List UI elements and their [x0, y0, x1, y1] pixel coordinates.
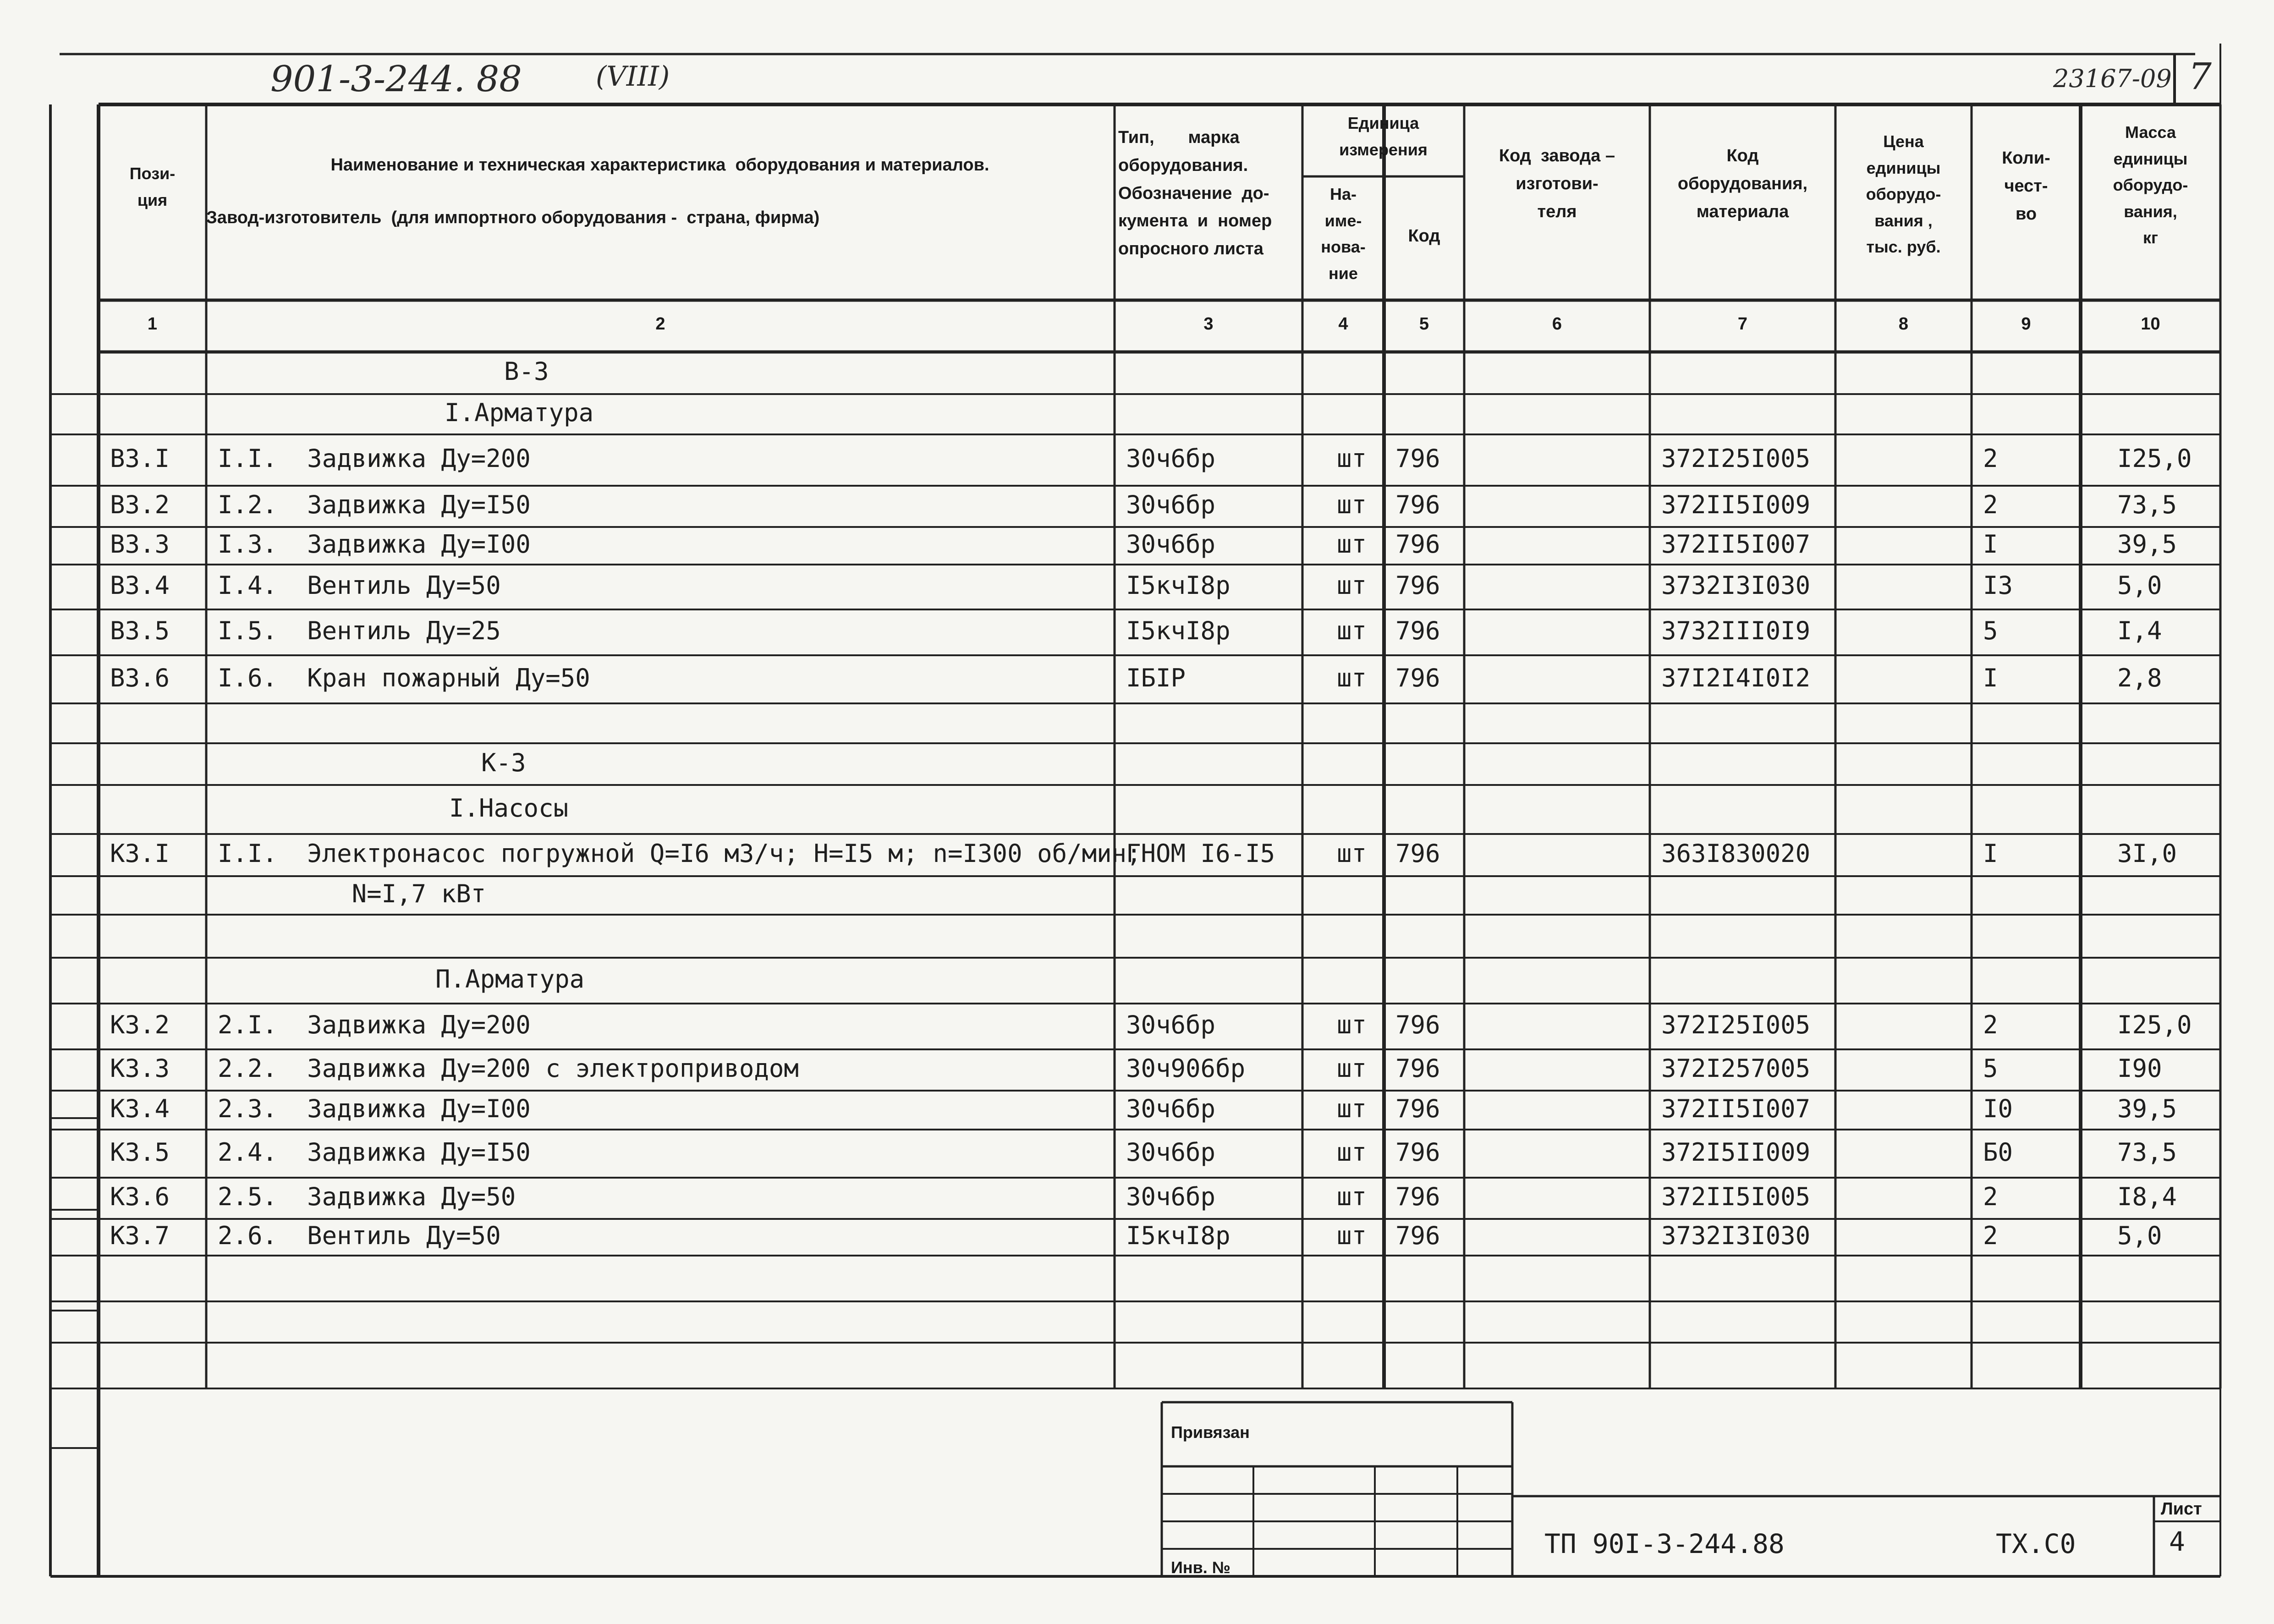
cell-unit: шт	[1337, 444, 1367, 473]
cell-code: 796	[1395, 571, 1440, 600]
cell-mass: I8,4	[2117, 1182, 2177, 1211]
column-number: 4	[1338, 314, 1348, 334]
cell-mass: I90	[2117, 1054, 2162, 1083]
cell-code: 796	[1395, 1182, 1440, 1211]
cell-mass: 39,5	[2117, 530, 2177, 559]
cell-name: П.Арматура	[435, 965, 585, 993]
cell-code: 796	[1395, 1137, 1440, 1167]
cell-mass: 5,0	[2117, 571, 2162, 600]
cell-type: ГНОМ I6-I5	[1126, 839, 1275, 868]
cell-unit: шт	[1337, 1010, 1367, 1039]
cell-eq: 372II5I009	[1661, 490, 1811, 519]
cell-name: 2.5. Задвижка Ду=50	[218, 1182, 516, 1211]
column-number: 6	[1552, 314, 1562, 334]
column-number: 9	[2021, 314, 2031, 334]
cell-eq: 3732III0I9	[1661, 616, 1811, 645]
cell-unit: шт	[1337, 1137, 1367, 1167]
cell-qty: 2	[1983, 1221, 1998, 1250]
cell-qty: 2	[1983, 444, 1998, 473]
cell-eq: 37I2I4I0I2	[1661, 663, 1811, 692]
cell-pos: К3.4	[110, 1094, 170, 1123]
cell-qty: I0	[1983, 1094, 2013, 1123]
cell-pos: К3.3	[110, 1054, 170, 1083]
cell-code: 796	[1395, 839, 1440, 868]
cell-code: 796	[1395, 1010, 1440, 1039]
cell-pos: К3.6	[110, 1182, 170, 1211]
cell-type: I5кчI8р	[1126, 571, 1230, 600]
cell-qty: 5	[1983, 1054, 1998, 1083]
cell-mass: 39,5	[2117, 1094, 2177, 1123]
cell-type: I5кчI8р	[1126, 616, 1230, 645]
column-number: 7	[1737, 314, 1748, 334]
cell-type: 30ч6бр	[1126, 1010, 1216, 1039]
cell-mass: 73,5	[2117, 1137, 2177, 1167]
cell-unit: шт	[1337, 490, 1367, 519]
cell-code: 796	[1395, 490, 1440, 519]
cell-eq: 372I25I005	[1661, 1010, 1811, 1039]
header-equipment-code: Код оборудования, материала	[1677, 146, 1808, 221]
column-number: 5	[1419, 314, 1429, 334]
cell-qty: I3	[1983, 571, 2013, 600]
column-number: 2	[655, 314, 665, 334]
cell-name: 2.4. Задвижка Ду=I50	[218, 1137, 531, 1167]
header-price: Цена единицы оборудо- вания , тыс. руб.	[1866, 132, 1941, 257]
cell-code: 796	[1395, 1221, 1440, 1250]
cell-name: I.2. Задвижка Ду=I50	[218, 490, 531, 519]
cell-eq: 3732I3I030	[1661, 571, 1811, 600]
cell-eq: 372II5I007	[1661, 1094, 1811, 1123]
header-unit-name: На- име- нова- ние	[1321, 185, 1366, 283]
cell-code: 796	[1395, 663, 1440, 692]
cell-type: 30ч6бр	[1126, 530, 1216, 559]
cell-unit: шт	[1337, 839, 1367, 868]
cell-eq: 372II5I007	[1661, 530, 1811, 559]
cell-qty: Б0	[1983, 1137, 2013, 1167]
cell-pos: В3.4	[110, 571, 170, 600]
cell-name: I.Арматура	[445, 398, 594, 427]
cell-name: В-3	[504, 357, 549, 386]
column-number: 3	[1203, 314, 1214, 334]
column-number: 10	[2141, 314, 2160, 334]
project-number: 901-3-244. 88	[270, 59, 522, 100]
cell-eq: 372I257005	[1661, 1054, 1811, 1083]
cell-unit: шт	[1337, 1221, 1367, 1250]
cell-pos: К3.7	[110, 1221, 170, 1250]
header-factory-code: Код завода – изготови- теля	[1499, 146, 1615, 221]
header-mass: Масса единицы оборудо- вания, кг	[2113, 123, 2188, 247]
cell-name: 2.2. Задвижка Ду=200 с электроприводом	[218, 1054, 799, 1083]
column-number: 1	[147, 314, 158, 334]
cell-eq: 372II5I005	[1661, 1182, 1811, 1211]
cell-type: 30ч6бр	[1126, 1182, 1216, 1211]
cell-code: 796	[1395, 1054, 1440, 1083]
document-code: ТХ.С0	[1996, 1528, 2076, 1559]
cell-eq: 363I830020	[1661, 839, 1811, 868]
cell-qty: 2	[1983, 1010, 1998, 1039]
cell-unit: шт	[1337, 1054, 1367, 1083]
cell-name: 2.6. Вентиль Ду=50	[218, 1221, 501, 1250]
cell-name: 2.I. Задвижка Ду=200	[218, 1010, 531, 1039]
stamp-attached-label: Привязан	[1171, 1423, 1250, 1442]
cell-type: 30ч6бр	[1126, 444, 1216, 473]
cell-unit: шт	[1337, 1094, 1367, 1123]
cell-name: I.6. Кран пожарный Ду=50	[218, 663, 590, 692]
cell-qty: I	[1983, 530, 1998, 559]
cell-code: 796	[1395, 530, 1440, 559]
cell-qty: I	[1983, 839, 1998, 868]
cell-name: К-3	[481, 748, 526, 777]
cell-type: IБIР	[1126, 663, 1186, 692]
document-designation: ТП 90I-3-244.88	[1544, 1528, 1785, 1559]
cell-type: 30ч906бр	[1126, 1054, 1246, 1083]
cell-pos: К3.5	[110, 1137, 170, 1167]
header-unit-group: Единица измерения	[1339, 114, 1428, 159]
cell-code: 796	[1395, 1094, 1440, 1123]
cell-pos: В3.6	[110, 663, 170, 692]
cell-name: 2.3. Задвижка Ду=I00	[218, 1094, 531, 1123]
cell-pos: В3.3	[110, 530, 170, 559]
cell-name: I.4. Вентиль Ду=50	[218, 571, 501, 600]
cell-pos: В3.I	[110, 444, 170, 473]
cell-qty: 2	[1983, 1182, 1998, 1211]
cell-unit: шт	[1337, 616, 1367, 645]
cell-pos: В3.5	[110, 616, 170, 645]
header-name-sub: Завод-изготовитель (для импортного оборудования - страна, фирма)	[206, 208, 820, 227]
cell-name: I.I. Электронасос погружной Q=I6 м3/ч; Н=I5 м; n=I300 об/мин;	[218, 839, 1142, 868]
cell-pos: В3.2	[110, 490, 170, 519]
cell-qty: I	[1983, 663, 1998, 692]
cell-code: 796	[1395, 444, 1440, 473]
inventory-number: 23167-09	[2053, 64, 2172, 93]
cell-name: I.5. Вентиль Ду=25	[218, 616, 501, 645]
stamp-inventory-label: Инв. №	[1171, 1558, 1230, 1577]
cell-pos: К3.2	[110, 1010, 170, 1039]
cell-eq: 372I5II009	[1661, 1137, 1811, 1167]
cell-code: 796	[1395, 616, 1440, 645]
page-corner-number: 7	[2188, 55, 2212, 98]
sheet-label: Лист	[2161, 1499, 2202, 1519]
cell-name: I.Насосы	[449, 793, 569, 823]
header-unit-code: Код	[1408, 226, 1440, 246]
cell-type: 30ч6бр	[1126, 1137, 1216, 1167]
sheet-number: 4	[2169, 1526, 2185, 1557]
cell-unit: шт	[1337, 571, 1367, 600]
cell-type: 30ч6бр	[1126, 490, 1216, 519]
cell-qty: 2	[1983, 490, 1998, 519]
header-name: Наименование и техническая характеристика оборудования и материалов.	[330, 155, 989, 175]
cell-name: N=I,7 кВт	[218, 879, 486, 908]
header-quantity: Коли- чест- во	[2002, 148, 2050, 224]
cell-unit: шт	[1337, 663, 1367, 692]
cell-mass: 3I,0	[2117, 839, 2177, 868]
cell-eq: 372I25I005	[1661, 444, 1811, 473]
cell-eq: 3732I3I030	[1661, 1221, 1811, 1250]
cell-name: I.I. Задвижка Ду=200	[218, 444, 531, 473]
cell-mass: I25,0	[2117, 444, 2192, 473]
column-number: 8	[1898, 314, 1909, 334]
cell-type: I5кчI8р	[1126, 1221, 1230, 1250]
cell-type: 30ч6бр	[1126, 1094, 1216, 1123]
cell-mass: I,4	[2117, 616, 2162, 645]
cell-mass: I25,0	[2117, 1010, 2192, 1039]
cell-unit: шт	[1337, 1182, 1367, 1211]
cell-mass: 2,8	[2117, 663, 2162, 692]
cell-mass: 73,5	[2117, 490, 2177, 519]
header-position: Пози- ция	[129, 164, 176, 209]
cell-qty: 5	[1983, 616, 1998, 645]
header-type: Тип, марка оборудования. Обозначение до- кумента и номер опросного листа	[1118, 128, 1272, 259]
cell-unit: шт	[1337, 530, 1367, 559]
cell-mass: 5,0	[2117, 1221, 2162, 1250]
volume-label: (VIII)	[596, 60, 670, 93]
cell-pos: К3.I	[110, 839, 170, 868]
cell-name: I.3. Задвижка Ду=I00	[218, 530, 531, 559]
